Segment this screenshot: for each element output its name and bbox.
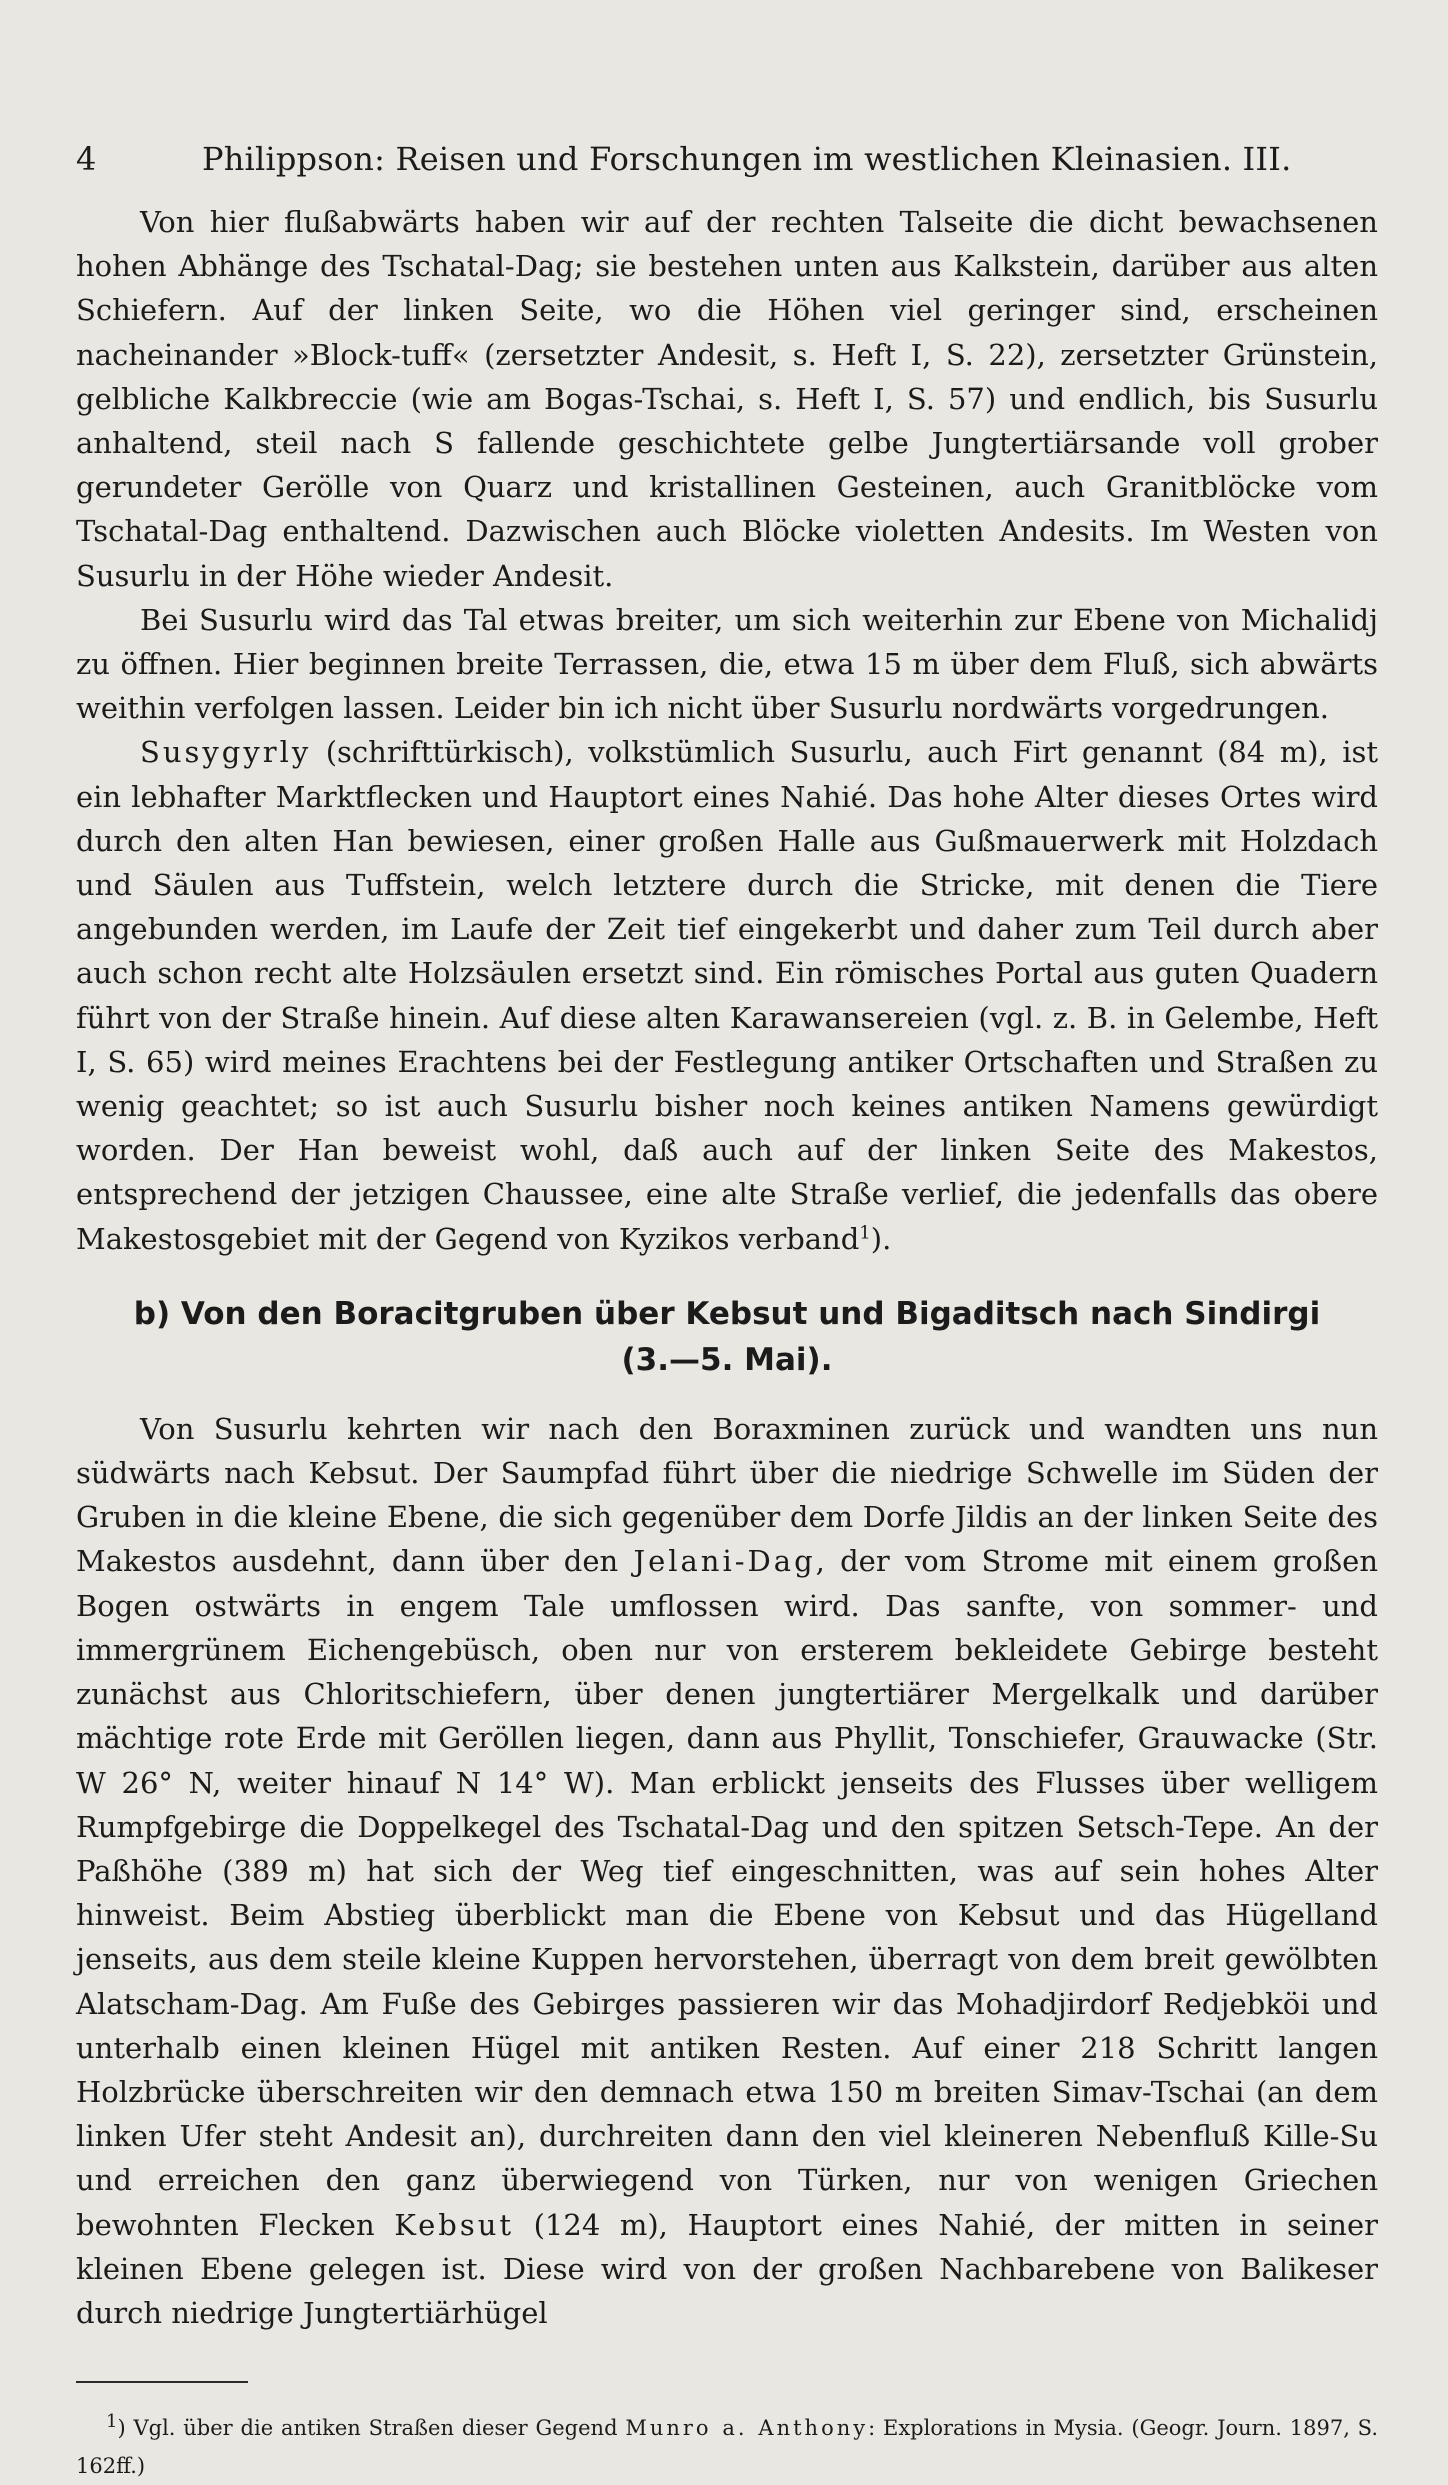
footnote-divider [76,2381,248,2383]
footnote-text-a: ) Vgl. über die antiken Straßen dieser Gegend [117,2416,626,2441]
paragraph-1: Von hier flußabwärts haben wir auf der rechten Talseite die dicht bewachsenen hohen Abhänge des Tschatal-Dag; sie bestehen unten aus Kalkstein, darüber aus alten Schiefern. Auf der linken Seite, wo die Höhen viel geringer sind, erscheinen nacheinander »Block-tuff« (zersetzter Andesit, s. Heft I, S. 22), zersetzter Grünstein, gelbliche Kalkbreccie (wie am Bogas-Tschai, s. Heft I, S. 57) und endlich, bis Susurlu anhaltend, steil nach S fallende geschichtete gelbe Jungtertiärsande voll grober gerundeter Gerölle von Quarz und kristallinen Gesteinen, auch Granitblöcke vom Tschatal-Dag enthaltend. Dazwischen auch Blöcke violetten Andesits. Im Westen von Susurlu in der Höhe wieder Andesit. [76,205,1378,593]
paragraph-3-end: ). [870,1221,892,1256]
spaced-author-names: Munro a. Anthony [625,2416,869,2441]
paragraph-3 [76,730,1378,1260]
running-title: Philippson: Reisen und Forschungen im westlichen Kleinasien. III. [202,140,1292,178]
footnote-reference[interactable]: 1 [859,1222,871,1244]
footnote-text-b: : Explorations in Mysia. (Geogr. Journ. 1897, S. 162ff.) [76,2416,1378,2479]
paragraph-4 [76,1407,1378,2335]
paragraph-4-text-c: (124 m), Hauptort eines Nahié, der mitten in seiner kleinen Ebene gelegen ist. Diese wird von der großen Nachbarebene von Balikeser durch niedrige Jungtertiärhügel [76,2207,1378,2330]
paragraph-4-text-b: , der vom Strome mit einem großen Bogen ostwärts in engem Tale umflossen wird. Das sanfte, von sommer- und immergrünem Eichengebüsch, oben nur von ersterem bekleidete Gebirge besteht zunächst aus Chloritschiefern, über denen jungtertiärer Mergelkalk und darüber mächtige rote Erde mit Geröllen liegen, dann aus Phyllit, Tonschiefer, Grauwacke (Str. W 26° N, weiter hinauf N 14° W). Man erblickt jenseits des Flusses über welligem Rumpfgebirge die Doppelkegel des Tschatal-Dag und den spitzen Setsch-Tepe. An der Paßhöhe (389 m) hat sich der Weg tief eingeschnitten, was auf sein hohes Alter hinweist. Beim Abstieg überblickt man die Ebene von Kebsut und das Hügelland jenseits, aus dem steile kleine Kuppen hervorstehen, überragt von dem breit gewölbten Alatscham-Dag. Am Fuße des Gebirges passieren wir das Mohadjirdorf Redjebköi und unterhalb einen kleinen Hügel mit antiken Resten. Auf einer 218 Schritt langen Holzbrücke überschreiten wir den demnach etwa 150 m breiten Simav-Tschai (an dem linken Ufer steht Andesit an), durchreiten dann den viel kleineren Nebenfluß Kille-Su und erreichen den ganz überwiegend von Türken, nur von wenigen Griechen bewohnten Flecken [76,1544,1378,2242]
body-text [76,200,1378,1261]
footnote-1 [76,2409,1378,2485]
section-heading-line-2: (3.—5. Mai). [621,1341,833,1378]
paragraph-4-text-a: Von Susurlu kehrten wir nach den Boraxminen zurück und wandten uns nun südwärts nach Kebsut. Der Saumpfad führt über die niedrige Schwelle im Süden der Gruben in die kleine Ebene, die sich gegenüber dem Dorfe Jildis an der linken Seite des Makestos ausdehnt, dann über den [76,1411,1378,1579]
section-heading [76,1291,1378,1383]
section-heading-line-1: b) Von den Boracitgruben über Kebsut und Bigaditsch nach Sindirgi [133,1295,1321,1332]
spaced-place-name: Jelani-Dag [633,1544,816,1579]
spaced-place-name: Susygyrly [140,735,312,770]
paragraph-3-text: (schrifttürkisch), volkstümlich Susurlu, auch Firt genannt (84 m), ist ein lebhafter Marktflecken und Hauptort eines Nahié. Das hohe Alter dieses Ortes wird durch den alten Han bewiesen, einer großen Halle aus Gußmauerwerk mit Holzdach und Säulen aus Tuffstein, welch letztere durch die Stricke, mit denen die Tiere angebunden werden, im Laufe der Zeit tief eingekerbt und daher zum Teil durch aber auch schon recht alte Holzsäulen ersetzt sind. Ein römisches Portal aus guten Quadern führt von der Straße hinein. Auf diese alten Karawansereien (vgl. z. B. in Gelembe, Heft I, S. 65) wird meines Erachtens bei der Festlegung antiker Ortschaften und Straßen zu wenig geachtet; so ist auch Susurlu bisher noch keines antiken Namens gewürdigt worden. Der Han beweist wohl, daß auch auf der linken Seite des Makestos, entsprechend der jetzigen Chaussee, eine alte Straße verlief, die jedenfalls das obere Makestosgebiet mit der Gegend von Kyzikos verband [76,735,1378,1256]
section-body [76,1407,1378,2335]
footnote-mark: 1 [106,2411,118,2433]
spaced-place-name: Kebsut [394,2207,515,2242]
footnote [76,2409,1378,2485]
paragraph-2: Bei Susurlu wird das Tal etwas breiter, um sich weiterhin zur Ebene von Michalidj zu öffnen. Hier beginnen breite Terrassen, die, etwa 15 m über dem Fluß, sich abwärts weithin verfolgen lassen. Leider bin ich nicht über Susurlu nordwärts vorgedrungen. [76,602,1378,726]
running-header [76,140,1378,178]
page-number: 4 [76,140,97,178]
